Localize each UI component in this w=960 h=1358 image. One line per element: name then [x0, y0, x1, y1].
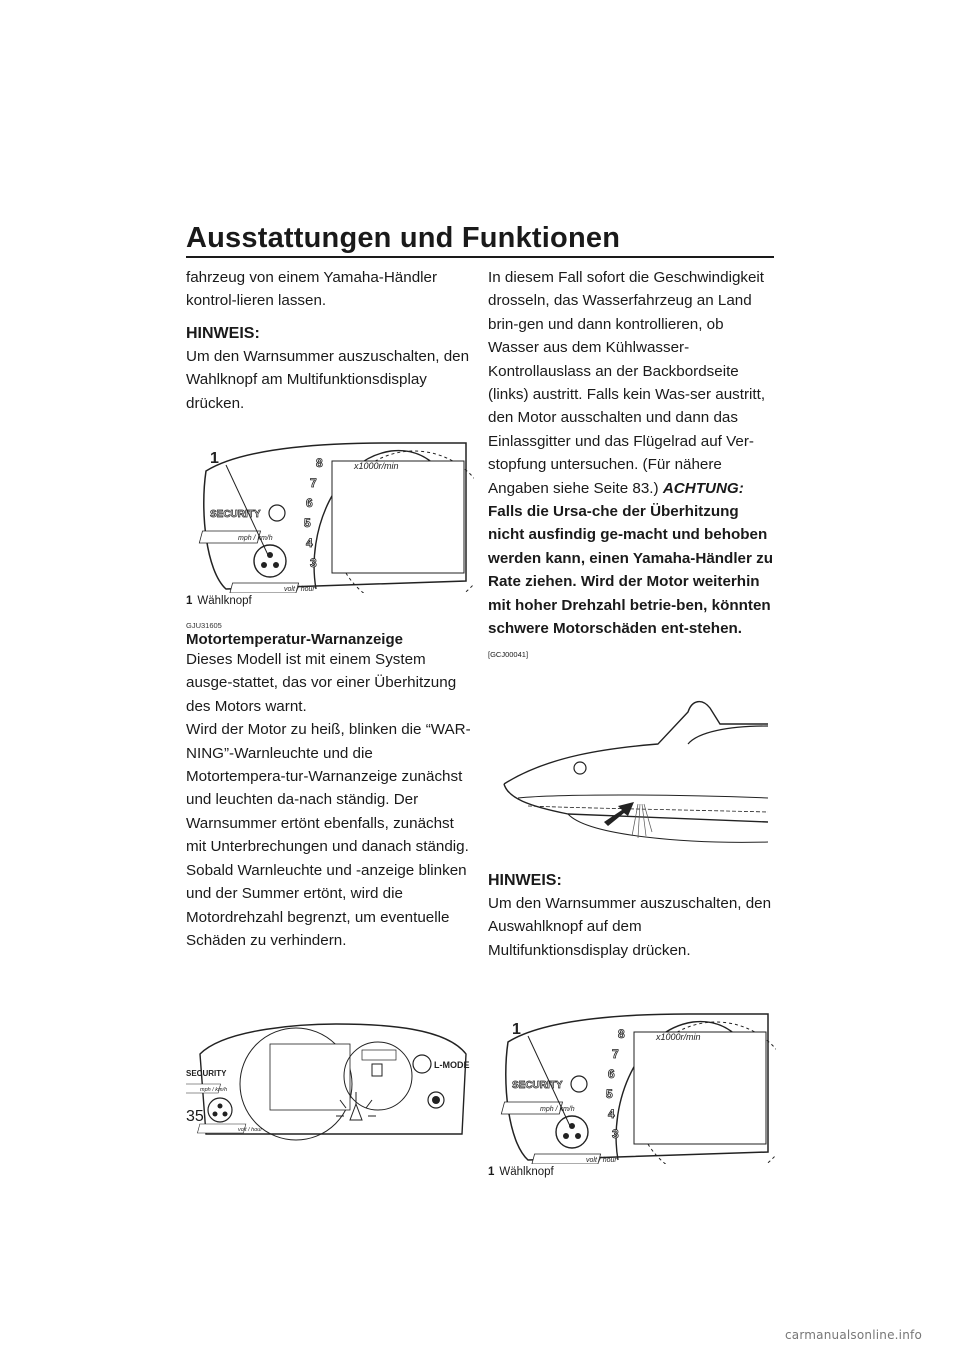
svg-text:6: 6	[608, 1067, 615, 1082]
svg-text:4: 4	[608, 1107, 615, 1122]
warning-display-illustration	[186, 1004, 474, 1144]
mph-kmh-label: mph / km/h	[200, 1087, 228, 1094]
security-label: SECURITY	[186, 1069, 227, 1079]
display-knob-illustration	[186, 421, 474, 593]
caption-text: Wählknopf	[197, 595, 252, 608]
caution-text: Falls die Ursa-che der Überhitzung nicht ausfindig ge-macht und behoben werden kann, einen Yamaha-Händler zu Rate ziehen. Wird der Motor weiterhin mit hoher Drehzahl betrie-ben, könnten schwere Motorschäden ent-stehen.	[488, 503, 773, 638]
figure-watercraft-outlet	[488, 686, 776, 864]
svg-text:7: 7	[310, 476, 317, 491]
figure-multifunction-display-knob	[186, 421, 474, 609]
mph-kmh-label: mph / km/h	[238, 535, 273, 543]
note-heading: HINWEIS:	[186, 324, 260, 342]
figure-caption	[186, 593, 474, 609]
right-column	[488, 266, 776, 1180]
page-number: 35	[186, 1108, 204, 1125]
figure-multifunction-display-knob	[488, 992, 776, 1180]
note-text: Um den Warnsummer auszuschalten, den Auswahlknopf auf dem Multifunktionsdisplay drücken.	[488, 894, 772, 959]
caption-number: 1	[186, 595, 193, 608]
svg-text:4: 4	[306, 536, 313, 551]
volt-hour-label: volt / hour	[238, 1127, 263, 1134]
left-column	[186, 266, 474, 1144]
note-text: Um den Warnsummer auszuschalten, den Wahlknopf am Multifunktionsdisplay drücken.	[186, 347, 470, 412]
watercraft-illustration	[488, 686, 776, 864]
watermark: carmanualsonline.info	[785, 1328, 922, 1342]
tach-label: x1000r/min	[656, 1032, 701, 1043]
page-title: Ausstattungen und Funktionen	[186, 222, 621, 254]
display-knob-illustration	[488, 992, 776, 1164]
tach-label: x1000r/min	[354, 461, 399, 472]
svg-text:7: 7	[612, 1047, 619, 1062]
paragraph: fahrzeug von einem Yamaha-Händler kontrol-lieren lassen.	[186, 269, 438, 310]
caption-number: 1	[488, 1166, 495, 1179]
svg-text:5: 5	[606, 1087, 613, 1102]
section-title: Motortemperatur-Warnanzeige	[186, 631, 403, 649]
paragraph: Wird der Motor zu heiß, blinken die “WAR-NING”-Warnleuchte und die Motortempera-tur-Warnanzeige zunächst und leuchten da-nach ständig. Der Warnsummer ertönt ebenfalls, zunächst mit Unterbrechungen und danach ständig. Sobald Warnleuchte und -anzeige blinken und der Summer ertönt, wird die Motordrehzahl begrenzt, um eventuelle Schäden zu verhindern.	[186, 721, 471, 949]
paragraph: Dieses Modell ist mit einem System ausge-stattet, das vor einer Überhitzung des Motors warnt.	[186, 651, 457, 715]
svg-text:6: 6	[306, 496, 313, 511]
l-mode-label: L-MODE	[434, 1060, 470, 1071]
svg-text:5: 5	[304, 516, 311, 531]
svg-text:8: 8	[316, 456, 323, 471]
svg-text:3: 3	[310, 556, 317, 571]
volt-hour-label: volt / hour	[284, 586, 315, 594]
callout-number: 1	[512, 1021, 521, 1039]
security-label: SECURITY	[210, 509, 261, 521]
note-heading: HINWEIS:	[488, 871, 562, 889]
security-label: SECURITY	[512, 1080, 563, 1092]
volt-hour-label: volt / hour	[586, 1157, 617, 1165]
paragraph	[488, 266, 776, 666]
callout-number: 1	[210, 450, 219, 468]
mph-kmh-label: mph / km/h	[540, 1106, 575, 1114]
figure-caption	[488, 1164, 776, 1180]
figure-temperature-warning-display	[186, 1004, 474, 1144]
paragraph-text: In diesem Fall sofort die Geschwindigkeit drosseln, das Wasserfahrzeug an Land brin-gen und dann kontrollieren, ob Wasser aus dem Kühlwasser-Kontrollauslass an der Backbordseite (links) austritt. Falls kein Was-ser austritt, den Motor ausschalten und dann das Einlassgitter und das Flügelrad auf Ver-stopfung untersuchen. (Für nähere Angaben siehe Seite 83.)	[488, 269, 766, 497]
caution-code: [GCJ00041]	[488, 649, 529, 659]
section-code: GJU31605	[186, 621, 222, 631]
select-knob	[254, 545, 286, 577]
svg-text:3: 3	[612, 1127, 619, 1142]
svg-text:8: 8	[618, 1027, 625, 1042]
select-knob	[556, 1116, 588, 1148]
caution-label: ACHTUNG:	[662, 479, 744, 497]
title-rule	[186, 256, 774, 258]
caption-text: Wählknopf	[499, 1166, 554, 1179]
